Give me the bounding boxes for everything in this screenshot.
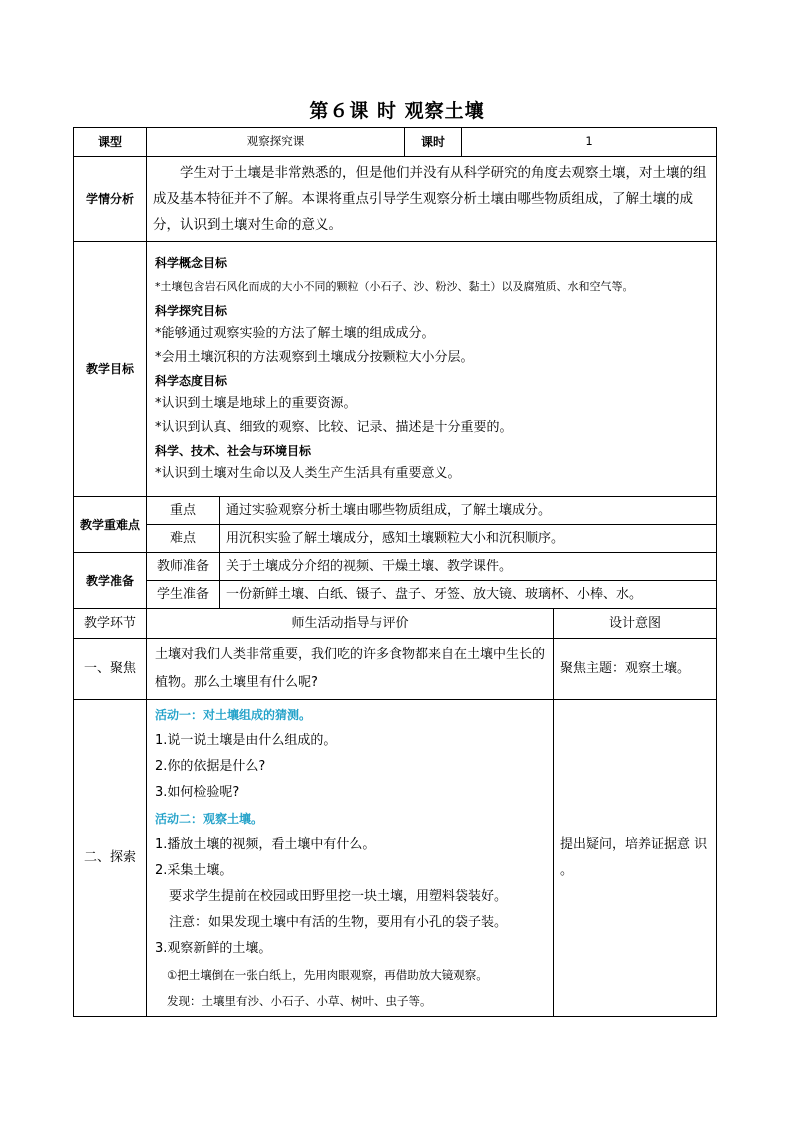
step-item: 要求学生提前在校园或田野里挖一块土壤，用塑料袋装好。 — [169, 889, 508, 904]
teacher-prep-text: 关于土壤成分介绍的视频、干燥土壤、教学课件。 — [220, 553, 717, 581]
goal-item: *土壤包含岩石风化而成的大小不同的颗粒（小石子、沙、粉沙、黏土）以及腐殖质、水和空气等。 — [155, 280, 634, 293]
period-value: 1 — [462, 128, 717, 157]
header-row — [74, 128, 717, 157]
prep-label: 教学准备 — [74, 553, 147, 609]
analysis-text: 学生对于土壤是非常熟悉的，但是他们并没有从科学研究的角度去观察土壤，对土壤的组成及基本特征并不了解。本课将重点引导学生观察分析土壤由哪些物质组成，了解土壤的成分，认识到土壤对生命的意义。 — [147, 157, 717, 242]
explore-content — [147, 700, 554, 1017]
page-title: 第６课 时 观察土壤 — [309, 100, 485, 122]
col-intent: 设计意图 — [554, 609, 717, 639]
step-item: ①把土壤倒在一张白纸上，先用肉眼观察，再借助放大镜观察。 — [167, 968, 488, 982]
analysis-label: 学情分析 — [74, 157, 147, 242]
step-item: 2.采集土壤。 — [155, 863, 233, 878]
goal-item: *认识到土壤是地球上的重要资源。 — [155, 396, 357, 411]
teacher-prep-row — [74, 553, 717, 581]
goal-item: *认识到认真、细致的观察、比较、记录、描述是十分重要的。 — [155, 420, 513, 435]
difficulty-text: 用沉积实验了解土壤成分，感知土壤颗粒大小和沉积顺序。 — [220, 525, 717, 553]
step-item: 3.如何检验呢? — [155, 785, 240, 800]
col-stage: 教学环节 — [74, 609, 147, 639]
step-item: 1.说一说土壤是由什么组成的。 — [155, 733, 337, 748]
goal-item: *认识到土壤对生命以及人类生产生活具有重要意义。 — [155, 466, 461, 481]
focus-intent: 聚焦主题：观察土壤。 — [554, 639, 717, 700]
goals-label: 教学目标 — [74, 242, 147, 497]
teacher-prep-label: 教师准备 — [147, 553, 220, 581]
difficulty-label: 难点 — [147, 525, 220, 553]
key-text: 通过实验观察分析土壤由哪些物质组成，了解土壤成分。 — [220, 497, 717, 525]
focus-label: 一、聚焦 — [74, 639, 147, 700]
lesson-plan-table — [73, 127, 717, 1017]
keypoint-row — [74, 497, 717, 525]
goals-row — [74, 242, 717, 497]
goal-item: *会用土壤沉积的方法观察到土壤成分按颗粒大小分层。 — [155, 350, 474, 365]
activity-heading: 活动一：对土壤组成的猜测。 — [155, 708, 312, 722]
goal-heading: 科学概念目标 — [155, 256, 228, 270]
student-prep-label: 学生准备 — [147, 581, 220, 609]
explore-row — [74, 700, 717, 1017]
explore-intent: 提出疑问，培养证据意 识 。 — [554, 700, 717, 1017]
step-item: 1.播放土壤的视频，看土壤中有什么。 — [155, 837, 376, 852]
step-item: 2.你的依据是什么? — [155, 759, 266, 774]
difficulty-row — [74, 525, 717, 553]
type-label: 课型 — [74, 128, 147, 157]
keypoints-label: 教学重难点 — [74, 497, 147, 553]
step-item: 发现：土壤里有沙、小石子、小草、树叶、虫子等。 — [167, 994, 432, 1008]
activity-heading: 活动二：观察土壤。 — [155, 812, 264, 826]
explore-label: 二、探索 — [74, 700, 147, 1017]
goal-heading: 科学、技术、社会与环境目标 — [155, 444, 312, 458]
analysis-row — [74, 157, 717, 242]
step-item: 3.观察新鲜的土壤。 — [155, 941, 272, 956]
col-activity: 师生活动指导与评价 — [147, 609, 554, 639]
goal-heading: 科学探究目标 — [155, 304, 228, 318]
student-prep-text: 一份新鲜土壤、白纸、镊子、盘子、牙签、放大镜、玻璃杯、小棒、水。 — [220, 581, 717, 609]
student-prep-row — [74, 581, 717, 609]
focus-text: 土壤对我们人类非常重要，我们吃的许多食物都来自在土壤中生长的植物。那么土壤里有什么呢? — [147, 639, 554, 700]
type-value: 观察探究课 — [147, 128, 405, 157]
goals-content — [147, 242, 717, 497]
process-header-row — [74, 609, 717, 639]
goal-heading: 科学态度目标 — [155, 374, 228, 388]
goal-item: *能够通过观察实验的方法了解土壤的组成成分。 — [155, 326, 435, 341]
key-label: 重点 — [147, 497, 220, 525]
step-item: 注意：如果发现土壤中有活的生物，要用有小孔的袋子装。 — [169, 915, 508, 930]
focus-row — [74, 639, 717, 700]
period-label: 课时 — [405, 128, 462, 157]
